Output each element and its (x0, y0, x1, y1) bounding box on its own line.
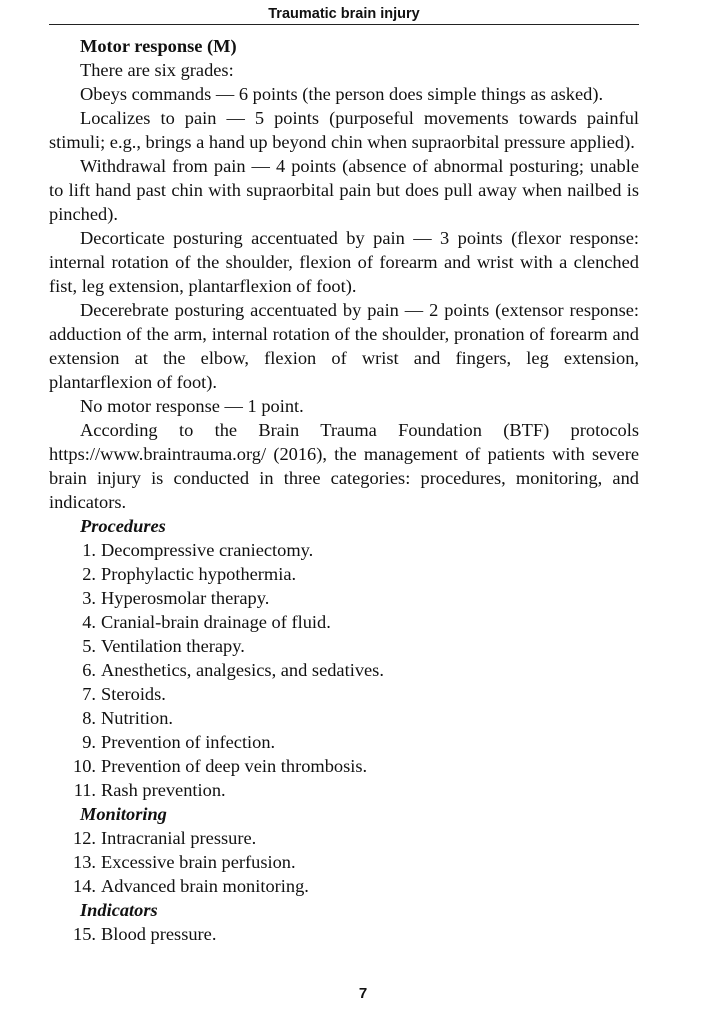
list-item (49, 826, 639, 850)
list-text: Cranial-brain drainage of fluid. (101, 612, 331, 632)
list-item (49, 658, 639, 682)
list-number: 4. (82, 612, 96, 632)
list-number: 8. (82, 708, 96, 728)
list-number: 5. (82, 636, 96, 656)
list-text: Prevention of infection. (101, 732, 276, 752)
procedures-heading: Procedures (80, 516, 166, 536)
list-item (49, 634, 639, 658)
list-text: Prevention of deep vein thrombosis. (101, 756, 368, 776)
paragraph-obeys: Obeys commands — 6 points (the person does simple things as asked). (80, 84, 604, 104)
motor-response-heading: Motor response (M) (80, 36, 237, 56)
list-number: 15. (73, 924, 96, 944)
list-text: Hyperosmolar therapy. (101, 588, 270, 608)
list-number: 14. (73, 876, 96, 896)
list-number: 13. (73, 852, 96, 872)
list-text: Rash prevention. (101, 780, 226, 800)
paragraph-no-response: No motor response — 1 point. (80, 396, 304, 416)
list-item (49, 682, 639, 706)
list-text: Advanced brain monitoring. (101, 876, 309, 896)
page-number: 7 (358, 985, 368, 1002)
paragraph-localizes: Localizes to pain — 5 points (purposeful movements towards painful stimuli; e.g., brings a hand up beyond chin when supraorbital pressure applied). (49, 108, 639, 152)
list-item (49, 730, 639, 754)
list-text: Nutrition. (101, 708, 174, 728)
list-number: 12. (73, 828, 96, 848)
list-item (49, 850, 639, 874)
list-number: 6. (82, 660, 96, 680)
list-item (49, 610, 639, 634)
list-text: Blood pressure. (101, 924, 217, 944)
list-text: Excessive brain perfusion. (101, 852, 296, 872)
list-item (49, 706, 639, 730)
paragraph-btf: According to the Brain Trauma Foundation (BTF) protocols https://www.braintrauma.org/ (2016), the management of patients with severe brain injury is conducted in three categories: procedures, monitoring, and indicators. (49, 420, 639, 512)
grades-intro: There are six grades: (80, 60, 234, 80)
list-number: 11. (73, 780, 96, 800)
monitoring-heading: Monitoring (80, 804, 167, 824)
indicators-heading: Indicators (80, 900, 158, 920)
list-number: 2. (82, 564, 96, 584)
procedures-list (49, 538, 639, 802)
header-rule (49, 24, 639, 25)
list-item (49, 586, 639, 610)
list-number: 3. (82, 588, 96, 608)
list-number: 7. (82, 684, 96, 704)
list-item (49, 562, 639, 586)
paragraph-decorticate: Decorticate posturing accentuated by pain — 3 points (flexor response: internal rotation of the shoulder, flexion of forearm and wrist with a clenched fist, leg extension, plantarflexion of foot). (49, 228, 639, 296)
list-text: Intracranial pressure. (101, 828, 257, 848)
list-item (49, 538, 639, 562)
list-text: Prophylactic hypothermia. (101, 564, 297, 584)
list-number: 9. (82, 732, 96, 752)
page-body (49, 34, 639, 946)
indicators-list (49, 922, 639, 946)
list-number: 1. (82, 540, 96, 560)
list-text: Decompressive craniectomy. (101, 540, 314, 560)
running-header-title: Traumatic brain injury (268, 6, 420, 22)
list-text: Steroids. (101, 684, 166, 704)
list-item (49, 778, 639, 802)
list-item (49, 754, 639, 778)
monitoring-list (49, 826, 639, 898)
list-text: Ventilation therapy. (101, 636, 245, 656)
list-item (49, 874, 639, 898)
list-text: Anesthetics, analgesics, and sedatives. (101, 660, 384, 680)
list-number: 10. (73, 756, 96, 776)
list-item (49, 922, 639, 946)
paragraph-withdrawal: Withdrawal from pain — 4 points (absence of abnormal posturing; unable to lift hand past chin with supraorbital pain but does pull away when nailbed is pinched). (49, 156, 639, 224)
paragraph-decerebrate: Decerebrate posturing accentuated by pain — 2 points (extensor response: adduction of the arm, internal rotation of the shoulder, pronation of forearm and extension at the elbow, flexion of wrist and fingers, leg extension, plantarflexion of foot). (49, 300, 639, 392)
